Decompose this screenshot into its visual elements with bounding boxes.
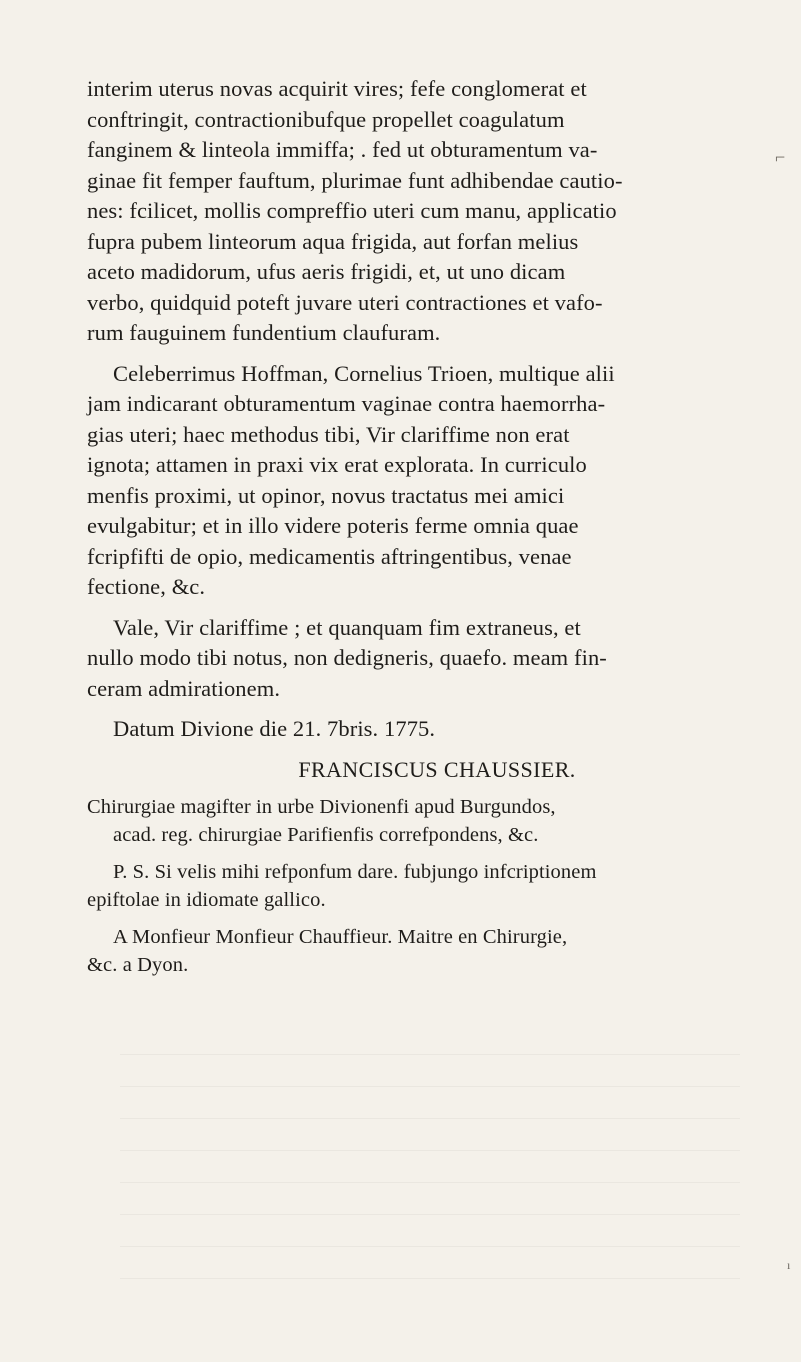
paragraph-1-line-1: interim uterus novas acquirit vires; fefe conglomerat et bbox=[87, 76, 587, 101]
letter-body bbox=[87, 74, 727, 980]
paragraph-2-line-2: jam indicarant obturamentum vaginae contra haemorrha- bbox=[87, 391, 606, 416]
margin-mark: ⌐ bbox=[775, 147, 786, 167]
postscript-line-2: epiftolae in idiomate gallico. bbox=[87, 889, 326, 911]
credentials-line-2: acad. reg. chirurgiae Parifienfis correfpondens, &c. bbox=[113, 824, 539, 846]
address-line-1: A Monfieur Monfieur Chauffieur. Maitre en Chirurgie, bbox=[113, 925, 568, 948]
paragraph-1-line-3: fanginem & linteola immiffa; . fed ut obturamentum va- bbox=[87, 137, 598, 162]
bottom-margin-mark: ı bbox=[787, 1258, 791, 1272]
paragraph-1-line-7: aceto madidorum, ufus aeris frigidi, et, ut uno dicam bbox=[87, 259, 566, 284]
paragraph-1-line-5: nes: fcilicet, mollis compreffio uteri cum manu, applicatio bbox=[87, 198, 617, 223]
credentials-spacer bbox=[87, 785, 727, 793]
paragraph-2-line-7: fcripfifti de opio, medicamentis aftringentibus, venae bbox=[87, 543, 572, 569]
date-line: Datum Divione die 21. 7bris. 1775. bbox=[113, 716, 436, 741]
postscript-line-1: P. S. Si velis mihi refponfum dare. fubjungo infcriptionem bbox=[113, 860, 597, 883]
paragraph-1-line-6: fupra pubem linteorum aqua frigida, aut forfan melius bbox=[87, 228, 579, 254]
paragraph-3-line-3: ceram admirationem. bbox=[87, 675, 281, 701]
paragraph-2 bbox=[87, 359, 727, 603]
closing-notes bbox=[87, 793, 727, 980]
paragraph-2-line-1: Celeberrimus Hoffman, Cornelius Trioen, multique alii bbox=[113, 360, 615, 386]
paragraph-3-line-1: Vale, Vir clariffime ; et quanquam fim extraneus, et bbox=[113, 614, 581, 640]
address-line-2: &c. a Dyon. bbox=[87, 954, 189, 976]
paragraph-2-line-4: ignota; attamen in praxi vix erat explorata. In curriculo bbox=[87, 452, 587, 477]
bleed-through-shadow bbox=[120, 1050, 740, 1310]
paragraph-spacer bbox=[87, 704, 727, 714]
paragraph-2-line-3: gias uteri; haec methodus tibi, Vir clariffime non erat bbox=[87, 421, 570, 447]
paragraph-1-line-4: ginae fit femper fauftum, plurimae funt adhibendae cautio- bbox=[87, 167, 623, 193]
postscript-spacer bbox=[87, 850, 727, 858]
paragraph-2-line-6: evulgabitur; et in illo videre poteris ferme omnia quae bbox=[87, 513, 579, 538]
address-spacer bbox=[87, 915, 727, 923]
paragraph-1-line-8: verbo, quidquid poteft juvare uteri contractiones et vafo- bbox=[87, 289, 603, 315]
signature-spacer bbox=[87, 745, 727, 755]
paragraph-spacer bbox=[87, 349, 727, 359]
paragraph-2-line-8: fectione, &c. bbox=[87, 574, 206, 599]
paragraph-3-line-2: nullo modo tibi notus, non dedigneris, quaefo. meam fin- bbox=[87, 645, 607, 670]
paragraph-spacer bbox=[87, 603, 727, 613]
paragraph-1 bbox=[87, 74, 727, 349]
signature: FRANCISCUS CHAUSSIER. bbox=[298, 756, 576, 782]
paragraph-3 bbox=[87, 613, 727, 705]
credentials-line-1: Chirurgiae magifter in urbe Divionenfi apud Burgundos, bbox=[87, 795, 556, 818]
paragraph-2-line-5: menfis proximi, ut opinor, novus tractatus mei amici bbox=[87, 482, 565, 508]
paragraph-1-line-9: rum fauguinem fundentium claufuram. bbox=[87, 320, 441, 345]
paragraph-1-line-2: conftringit, contractionibufque propellet coagulatum bbox=[87, 106, 565, 132]
